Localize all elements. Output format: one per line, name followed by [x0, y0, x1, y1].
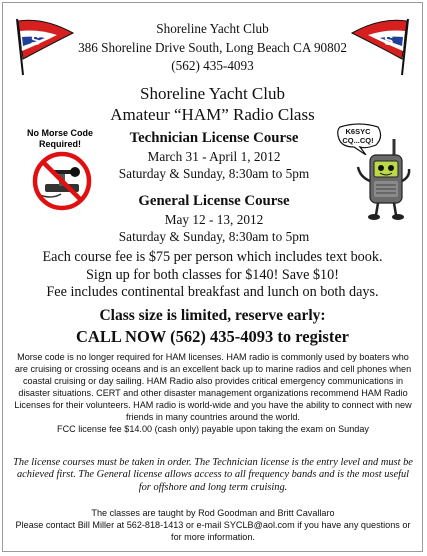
- no-morse-badge: [13, 128, 109, 213]
- no-morse-key-icon: [31, 150, 93, 212]
- general-time: Saturday & Sunday, 8:30am to 5pm: [118, 229, 310, 244]
- club-phone: (562) 435-4093: [171, 58, 254, 73]
- radio-mascot-icon: [354, 137, 412, 221]
- description-paragraph: Morse code is no longer required for HAM licenses. HAM radio is commonly used by boaters who are cruising or crossing oceans and is an excellent back up to marine radios and cell phones when coastal cruising or day sailing. HAM Radio also provides critical emergency communications in disaster situations. CERT and other disaster management organizations recommend HAM Radio Licenses for their volunteers. HAM radio is world-wide and you have the ability to connect with new friends in many countries around the world.: [14, 352, 412, 422]
- radio-mascot-badge: [336, 117, 414, 221]
- no-morse-label: [23, 128, 97, 149]
- technician-time: Saturday & Sunday, 8:30am to 5pm: [118, 166, 310, 181]
- general-dates: May 12 - 13, 2012: [164, 211, 264, 227]
- general-heading: General License Course: [138, 193, 290, 209]
- description: [13, 351, 413, 435]
- fee-line-2: Sign up for both classes for $140! Save $10!: [86, 266, 339, 283]
- title-line-1: Shoreline Yacht Club: [140, 84, 285, 103]
- cta-line-1: Class size is limited, reserve early:: [99, 307, 326, 324]
- general-course: [109, 193, 319, 246]
- radio-bubble-line-1: K6SYC: [345, 127, 371, 136]
- contact-info: [11, 507, 415, 543]
- technician-course: [109, 130, 319, 183]
- no-morse-label-line-2: Required!: [38, 138, 81, 149]
- fcc-fee-line: FCC license fee $14.00 (cash only) payable upon taking the exam on Sunday: [57, 424, 369, 434]
- club-header: [3, 20, 422, 76]
- license-order-note: The license courses must be taken in order. The Technician license is the entry level and must be achieved first. The General license allows access to all frequency bands and is the most useful for offshore and long term cruising.: [13, 457, 413, 493]
- svg-text:S: S: [384, 32, 394, 48]
- club-name: Shoreline Yacht Club: [156, 21, 269, 36]
- technician-heading: Technician License Course: [129, 130, 299, 146]
- fee-info: [3, 249, 422, 302]
- svg-text:S: S: [31, 32, 41, 48]
- fee-line-3: Fee includes continental breakfast and lunch on both days.: [46, 284, 379, 301]
- instructors-line: The classes are taught by Rod Goodman and Britt Cavallaro: [91, 508, 335, 518]
- cta-line-2: CALL NOW (562) 435-4093 to register: [76, 327, 349, 346]
- title-line-2: Amateur “HAM” Radio Class: [110, 105, 315, 124]
- fee-line-1: Each course fee is $75 per person which includes text book.: [42, 249, 383, 265]
- radio-bubble-line-2: CQ...CQ!: [342, 136, 374, 145]
- technician-dates: March 31 - April 1, 2012: [147, 148, 281, 164]
- flyer-page: [2, 2, 423, 552]
- call-to-action: [3, 305, 422, 347]
- club-address: 386 Shoreline Drive South, Long Beach CA 90802: [78, 39, 347, 55]
- contact-line: Please contact Bill Miller at 562-818-1413 or e-mail SYCLB@aol.com if you have any questions or for more information.: [15, 520, 411, 542]
- no-morse-label-line-1: No Morse Code: [26, 128, 93, 138]
